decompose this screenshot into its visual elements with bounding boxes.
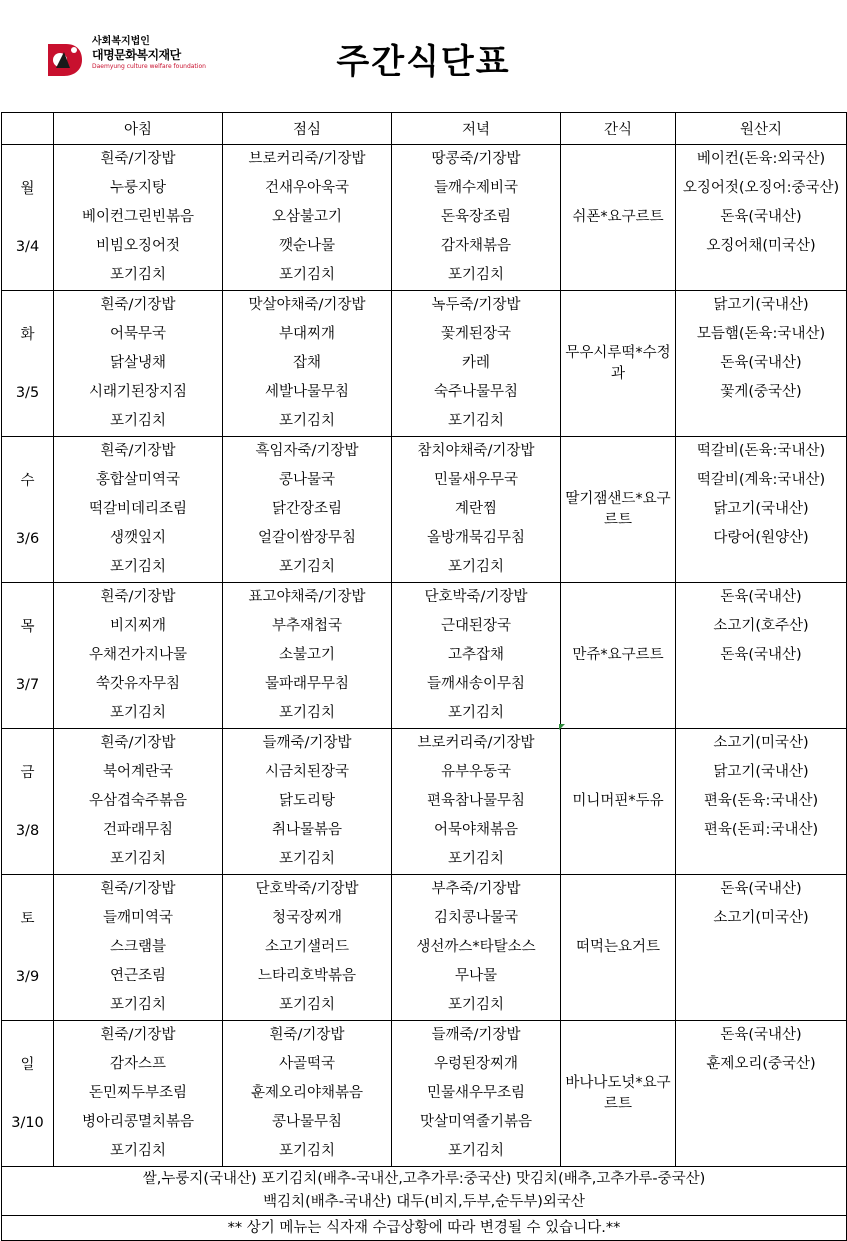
origin-item: 꽃게(중국산) xyxy=(720,384,802,400)
footer-line2: 백김치(배추-국내산) 대두(비지,두부,순두부)외국산 xyxy=(263,1194,585,1210)
day-date: 3/5 xyxy=(15,384,40,401)
origin-item: 오징어젓(오징어:중국산) xyxy=(682,180,840,196)
dinner-item: 포기김치 xyxy=(447,851,505,867)
breakfast-item: 쑥갓유자무침 xyxy=(95,676,181,692)
lunch-cell xyxy=(223,1021,392,1167)
lunch-item: 사골떡국 xyxy=(278,1056,336,1072)
lunch-item: 느타리호박볶음 xyxy=(257,968,357,984)
lunch-item: 얼갈이쌈장무침 xyxy=(257,530,357,546)
dinner-item: 민물새우무국 xyxy=(433,472,519,488)
dinner-item: 계란찜 xyxy=(454,501,498,517)
lunch-item: 브로커리죽/기장밥 xyxy=(248,151,366,167)
footer-origin-row xyxy=(2,1167,847,1216)
dinner-item: 들깨수제비국 xyxy=(433,180,519,196)
breakfast-cell xyxy=(54,583,223,729)
day-cell xyxy=(2,291,54,437)
breakfast-item: 홍합살미역국 xyxy=(95,472,181,488)
breakfast-item: 닭살냉채 xyxy=(109,355,167,371)
breakfast-item: 흰죽/기장밥 xyxy=(100,735,176,751)
dinner-item: 근대된장국 xyxy=(440,618,512,634)
origin-cell xyxy=(676,437,847,583)
dinner-item: 단호박죽/기장밥 xyxy=(424,589,528,605)
dinner-item: 포기김치 xyxy=(447,267,505,283)
origin-cell xyxy=(676,291,847,437)
snack-cell: 딸기잼샌드*요구르트 xyxy=(561,437,676,583)
dinner-item: 돈육장조림 xyxy=(440,209,512,225)
breakfast-item: 포기김치 xyxy=(109,851,167,867)
breakfast-cell xyxy=(54,145,223,291)
breakfast-item: 들깨미역국 xyxy=(102,910,174,926)
lunch-item: 청국장찌개 xyxy=(271,910,343,926)
page-title: 주간식단표 xyxy=(336,42,511,82)
day-name: 토 xyxy=(20,910,35,927)
breakfast-item: 포기김치 xyxy=(109,997,167,1013)
origin-item: 베이컨(돈육:외국산) xyxy=(696,151,826,167)
origin-item: 소고기(호주산) xyxy=(713,618,809,634)
lunch-item: 포기김치 xyxy=(278,997,336,1013)
day-cell xyxy=(2,1021,54,1167)
origin-item: 소고기(미국산) xyxy=(713,910,809,926)
breakfast-item: 건파래무침 xyxy=(102,822,174,838)
day-cell xyxy=(2,875,54,1021)
lunch-item: 포기김치 xyxy=(278,267,336,283)
day-name: 금 xyxy=(20,764,35,781)
breakfast-item: 포기김치 xyxy=(109,1143,167,1159)
breakfast-item: 비지찌개 xyxy=(109,618,167,634)
day-name: 수 xyxy=(20,472,35,489)
origin-cell xyxy=(676,729,847,875)
origin-item: 다랑어(원양산) xyxy=(713,530,809,546)
dinner-item: 숙주나물무침 xyxy=(433,384,519,400)
dinner-item: 참치야채죽/기장밥 xyxy=(417,443,535,459)
day-row xyxy=(2,1021,847,1167)
breakfast-cell xyxy=(54,437,223,583)
lunch-cell xyxy=(223,583,392,729)
breakfast-item: 시래기된장지짐 xyxy=(88,384,188,400)
origin-item: 모듬햄(돈육:국내산) xyxy=(696,326,826,342)
lunch-item: 닭도리탕 xyxy=(278,793,336,809)
lunch-cell xyxy=(223,145,392,291)
breakfast-item: 포기김치 xyxy=(109,705,167,721)
snack-cell: 쉬폰*요구르트 xyxy=(561,145,676,291)
day-date: 3/6 xyxy=(15,530,40,547)
column-header: 저녁 xyxy=(392,113,561,145)
dinner-cell xyxy=(392,1021,561,1167)
table-header-row xyxy=(2,113,847,145)
day-row xyxy=(2,583,847,729)
origin-item: 떡갈비(계육:국내산) xyxy=(696,472,826,488)
dinner-item: 김치콩나물국 xyxy=(433,910,519,926)
day-name: 화 xyxy=(20,326,35,343)
origin-cell xyxy=(676,1021,847,1167)
origin-cell xyxy=(676,145,847,291)
dinner-item: 생선까스*타탈소스 xyxy=(416,939,536,955)
lunch-item: 잡채 xyxy=(292,355,321,371)
lunch-cell xyxy=(223,875,392,1021)
dinner-item: 들깨새송이무침 xyxy=(426,676,526,692)
breakfast-item: 포기김치 xyxy=(109,413,167,429)
lunch-item: 시금치된장국 xyxy=(264,764,350,780)
breakfast-item: 우채건가지나물 xyxy=(88,647,188,663)
origin-item: 돈육(국내산) xyxy=(720,589,802,605)
lunch-item: 들깨죽/기장밥 xyxy=(262,735,352,751)
weekly-menu-table xyxy=(1,112,847,1241)
dinner-item: 포기김치 xyxy=(447,1143,505,1159)
logo-line2: 대명문화복지재단 xyxy=(92,48,181,62)
day-date: 3/8 xyxy=(15,822,40,839)
breakfast-item: 돈민찌두부조림 xyxy=(88,1085,188,1101)
day-cell xyxy=(2,729,54,875)
logo-line1: 사회복지법인 xyxy=(92,36,150,47)
snack-cell: 무우시루떡*수정과 xyxy=(561,291,676,437)
dinner-item: 포기김치 xyxy=(447,559,505,575)
dinner-item: 고추잡채 xyxy=(447,647,505,663)
footer-notice-row xyxy=(2,1216,847,1241)
breakfast-item: 스크램블 xyxy=(109,939,167,955)
dinner-item: 맛살미역줄기볶음 xyxy=(419,1114,533,1130)
breakfast-item: 병아리콩멸치볶음 xyxy=(81,1114,195,1130)
snack-cell: 만쥬*요구르트 xyxy=(561,583,676,729)
breakfast-item: 생깻잎지 xyxy=(109,530,167,546)
lunch-item: 콩나물무침 xyxy=(271,1114,343,1130)
breakfast-item: 흰죽/기장밥 xyxy=(100,589,176,605)
dinner-item: 유부우동국 xyxy=(440,764,512,780)
lunch-cell xyxy=(223,291,392,437)
dinner-item: 포기김치 xyxy=(447,997,505,1013)
origin-item: 편육(돈피:국내산) xyxy=(703,822,819,838)
dinner-cell xyxy=(392,729,561,875)
breakfast-item: 흰죽/기장밥 xyxy=(100,1027,176,1043)
dinner-cell xyxy=(392,437,561,583)
day-date: 3/4 xyxy=(15,238,40,255)
breakfast-item: 흰죽/기장밥 xyxy=(100,881,176,897)
dinner-item: 무나물 xyxy=(454,968,498,984)
dinner-item: 민물새우무조림 xyxy=(426,1085,526,1101)
lunch-item: 부대찌개 xyxy=(278,326,336,342)
day-row xyxy=(2,145,847,291)
snack-cell: 바나나도넛*요구르트 xyxy=(561,1021,676,1167)
breakfast-item: 누룽지탕 xyxy=(109,180,167,196)
cell-comment-marker xyxy=(559,724,565,730)
origin-item: 떡갈비(돈육:국내산) xyxy=(696,443,826,459)
day-date: 3/10 xyxy=(11,1114,44,1131)
breakfast-item: 베이컨그린빈볶음 xyxy=(81,209,195,225)
column-header: 간식 xyxy=(561,113,676,145)
breakfast-item: 포기김치 xyxy=(109,267,167,283)
dinner-cell xyxy=(392,291,561,437)
origin-item: 오징어채(미국산) xyxy=(706,238,816,254)
breakfast-item: 어묵무국 xyxy=(109,326,167,342)
footer-notice: ** 상기 메뉴는 식자재 수급상황에 따라 변경될 수 있습니다.** xyxy=(2,1216,847,1241)
dinner-item: 우렁된장찌개 xyxy=(433,1056,519,1072)
origin-item: 훈제오리(중국산) xyxy=(706,1056,816,1072)
breakfast-item: 연근조림 xyxy=(109,968,167,984)
breakfast-item: 흰죽/기장밥 xyxy=(100,151,176,167)
origin-item: 돈육(국내산) xyxy=(720,209,802,225)
footer-origin-cell xyxy=(2,1167,847,1216)
breakfast-item: 감자스프 xyxy=(109,1056,167,1072)
day-row xyxy=(2,729,847,875)
lunch-item: 흑임자죽/기장밥 xyxy=(255,443,359,459)
lunch-item: 소불고기 xyxy=(278,647,336,663)
lunch-item: 건새우아욱국 xyxy=(264,180,350,196)
origin-item: 닭고기(국내산) xyxy=(713,297,809,313)
lunch-item: 세발나물무침 xyxy=(264,384,350,400)
origin-item: 돈육(국내산) xyxy=(720,1027,802,1043)
lunch-cell xyxy=(223,437,392,583)
lunch-item: 단호박죽/기장밥 xyxy=(255,881,359,897)
lunch-item: 포기김치 xyxy=(278,851,336,867)
day-row xyxy=(2,875,847,1021)
day-cell xyxy=(2,145,54,291)
origin-item: 돈육(국내산) xyxy=(720,647,802,663)
logo-line3: Daemyung culture welfare foundation xyxy=(92,63,206,70)
dinner-item: 포기김치 xyxy=(447,413,505,429)
origin-item: 돈육(국내산) xyxy=(720,355,802,371)
breakfast-cell xyxy=(54,729,223,875)
day-date: 3/7 xyxy=(15,676,40,693)
day-name: 목 xyxy=(20,618,35,635)
dinner-cell xyxy=(392,875,561,1021)
dinner-item: 어묵야채볶음 xyxy=(433,822,519,838)
dinner-item: 꽃게된장국 xyxy=(440,326,512,342)
lunch-item: 포기김치 xyxy=(278,705,336,721)
dinner-item: 부추죽/기장밥 xyxy=(431,881,521,897)
origin-item: 닭고기(국내산) xyxy=(713,501,809,517)
day-date: 3/9 xyxy=(15,968,40,985)
origin-cell xyxy=(676,583,847,729)
lunch-item: 흰죽/기장밥 xyxy=(269,1027,345,1043)
lunch-item: 표고야채죽/기장밥 xyxy=(248,589,366,605)
dinner-item: 카레 xyxy=(461,355,490,371)
dinner-item: 땅콩죽/기장밥 xyxy=(431,151,521,167)
origin-item: 편육(돈육:국내산) xyxy=(703,793,819,809)
breakfast-item: 떡갈비데리조림 xyxy=(88,501,188,517)
snack-cell: 떠먹는요거트 xyxy=(561,875,676,1021)
breakfast-cell xyxy=(54,291,223,437)
column-header: 원산지 xyxy=(676,113,847,145)
breakfast-item: 흰죽/기장밥 xyxy=(100,297,176,313)
breakfast-cell xyxy=(54,875,223,1021)
snack-cell: 미니머핀*두유 xyxy=(561,729,676,875)
breakfast-item: 비빔오징어젓 xyxy=(95,238,181,254)
dinner-item: 녹두죽/기장밥 xyxy=(431,297,521,313)
lunch-item: 취나물볶음 xyxy=(271,822,343,838)
dinner-cell xyxy=(392,583,561,729)
breakfast-item: 포기김치 xyxy=(109,559,167,575)
lunch-item: 깻순나물 xyxy=(278,238,336,254)
day-row xyxy=(2,291,847,437)
origin-item: 닭고기(국내산) xyxy=(713,764,809,780)
lunch-item: 훈제오리야채볶음 xyxy=(250,1085,364,1101)
breakfast-cell xyxy=(54,1021,223,1167)
day-cell xyxy=(2,437,54,583)
column-header: 점심 xyxy=(223,113,392,145)
lunch-item: 콩나물국 xyxy=(278,472,336,488)
dinner-cell xyxy=(392,145,561,291)
breakfast-item: 북어계란국 xyxy=(102,764,174,780)
lunch-item: 오삼불고기 xyxy=(271,209,343,225)
lunch-item: 포기김치 xyxy=(278,413,336,429)
lunch-item: 물파래무무침 xyxy=(264,676,350,692)
footer-line1: 쌀,누룽지(국내산) 포기김치(배추-국내산,고추가루:중국산) 맛김치(배추,고추가루-중국산) xyxy=(142,1171,706,1187)
day-name: 일 xyxy=(20,1056,35,1073)
origin-item: 소고기(미국산) xyxy=(713,735,809,751)
dinner-item: 들깨죽/기장밥 xyxy=(431,1027,521,1043)
lunch-item: 포기김치 xyxy=(278,559,336,575)
day-cell xyxy=(2,583,54,729)
dinner-item: 브로커리죽/기장밥 xyxy=(417,735,535,751)
dinner-item: 올방개묵김무침 xyxy=(426,530,526,546)
lunch-item: 닭간장조림 xyxy=(271,501,343,517)
day-name: 월 xyxy=(20,180,35,197)
day-row xyxy=(2,437,847,583)
dinner-item: 포기김치 xyxy=(447,705,505,721)
dinner-item: 감자채볶음 xyxy=(440,238,512,254)
breakfast-item: 흰죽/기장밥 xyxy=(100,443,176,459)
lunch-item: 맛살야채죽/기장밥 xyxy=(248,297,366,313)
dinner-item: 편육참나물무침 xyxy=(426,793,526,809)
header xyxy=(0,0,847,112)
lunch-item: 부추재첩국 xyxy=(271,618,343,634)
breakfast-item: 우삼겹숙주볶음 xyxy=(88,793,188,809)
lunch-item: 소고기샐러드 xyxy=(264,939,350,955)
column-header: 아침 xyxy=(54,113,223,145)
lunch-cell xyxy=(223,729,392,875)
origin-cell xyxy=(676,875,847,1021)
column-header xyxy=(2,113,54,145)
origin-item: 돈육(국내산) xyxy=(720,881,802,897)
lunch-item: 포기김치 xyxy=(278,1143,336,1159)
